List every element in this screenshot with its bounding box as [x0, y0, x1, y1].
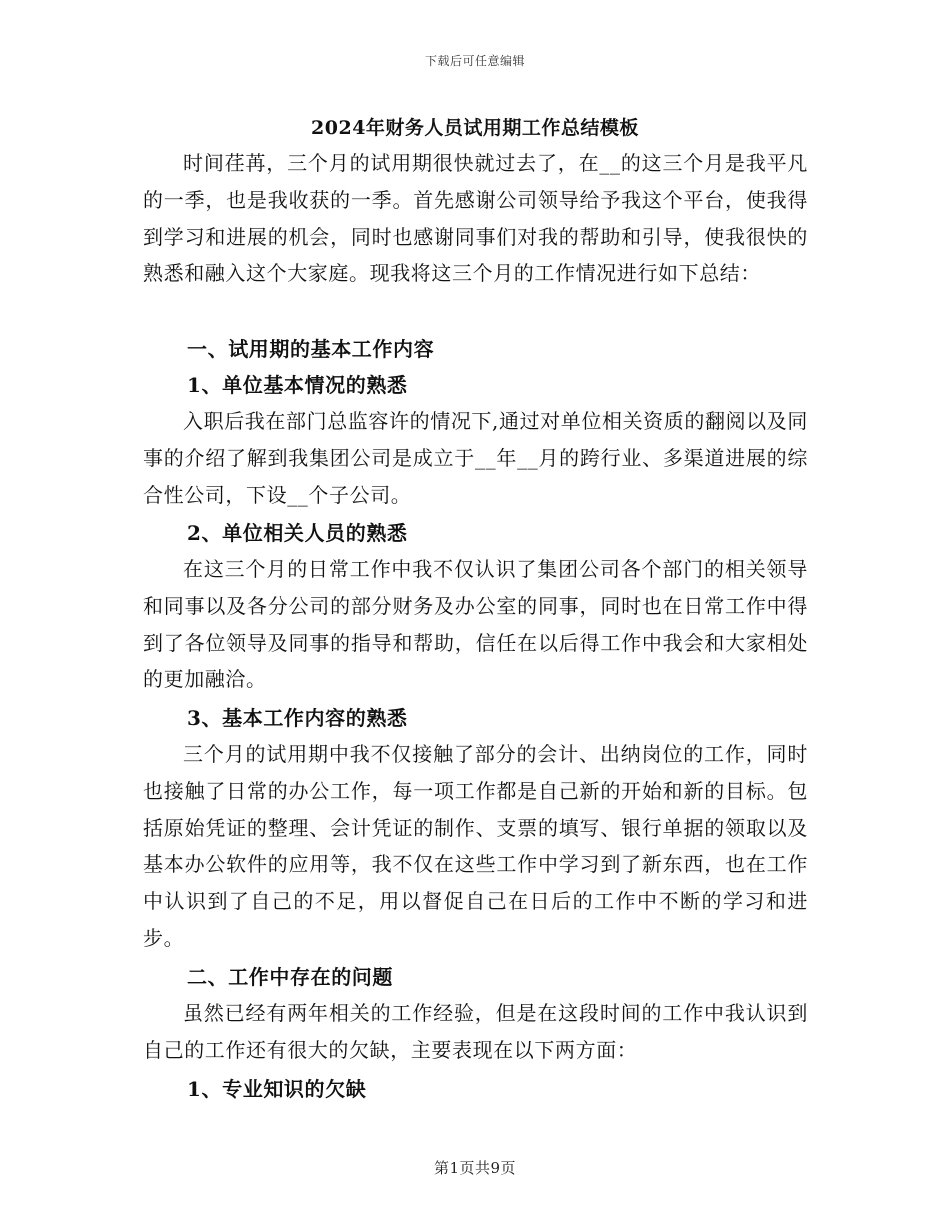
document-title: 2024年财务人员试用期工作总结模板: [311, 117, 639, 139]
subheading-1-1: 1、单位基本情况的熟悉: [187, 373, 408, 397]
subheading-1-3: 3、基本工作内容的熟悉: [187, 706, 408, 730]
paragraph-1-3: 三个月的试用期中我不仅接触了部分的会计、出纳岗位的工作，同时也接触了日常的办公工作，每一项工作都是自己新的开始和新的目标。包括原始凭证的整理、会计凭证的制作、支票的填写、银行单据的领取以及基本办公软件的应用等，我不仅在这些工作中学习到了新东西，也在工作中认识到了自己的不足，用以督促自己在日后的工作中不断的学习和进步。: [143, 742, 808, 950]
section-heading-2: 二、工作中存在的问题: [187, 965, 393, 989]
intro-paragraph: 时间荏苒，三个月的试用期很快就过去了，在__的这三个月是我平凡的一季，也是我收获的一季。首先感谢公司领导给予我这个平台，使我得到学习和进展的机会，同时也感谢同事们对我的帮助和引导，使我很快的熟悉和融入这个大家庭。现我将这三个月的工作情况进行如下总结：: [143, 151, 808, 286]
page-number: 第1页共9页: [433, 1159, 517, 1177]
subheading-2-1: 1、专业知识的欠缺: [187, 1077, 367, 1101]
paragraph-2: 虽然已经有两年相关的工作经验，但是在这段时间的工作中我认识到自己的工作还有很大的欠缺，主要表现在以下两方面：: [143, 1001, 808, 1062]
paragraph-1-1: 入职后我在部门总监容许的情况下,通过对单位相关资质的翻阅以及同事的介绍了解到我集团公司是成立于__年__月的跨行业、多渠道进展的综合性公司，下设__个子公司。: [143, 409, 808, 507]
header-note: 下载后可任意编辑: [424, 54, 525, 68]
section-heading-1: 一、试用期的基本工作内容: [187, 337, 435, 361]
paragraph-1-2: 在这三个月的日常工作中我不仅认识了集团公司各个部门的相关领导和同事以及各分公司的部分财务及办公室的同事，同时也在日常工作中得到了各位领导及同事的指导和帮助，信任在以后得工作中我会和大家相处的更加融洽。: [143, 557, 808, 692]
subheading-1-2: 2、单位相关人员的熟悉: [187, 521, 408, 545]
